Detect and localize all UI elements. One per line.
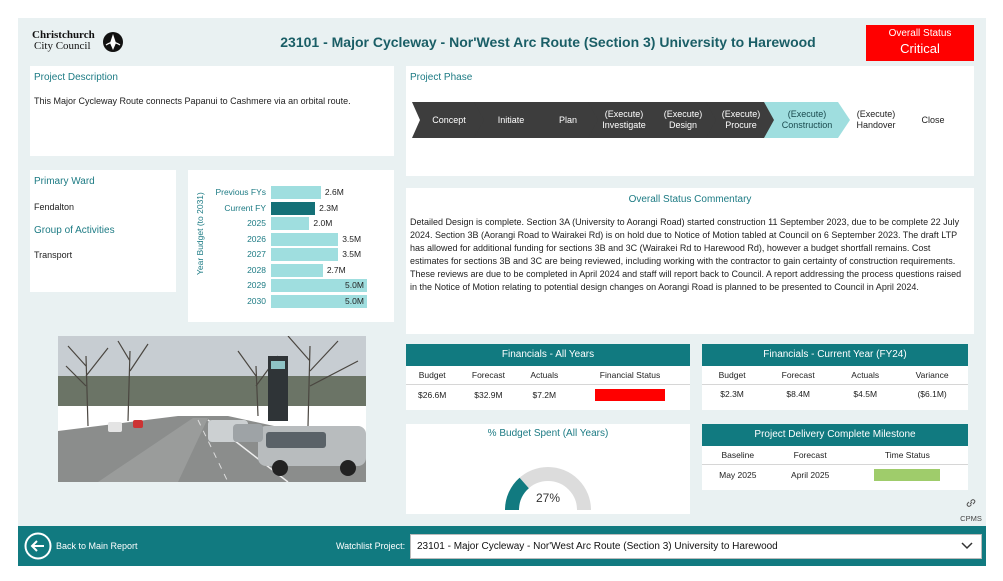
budget-bar (271, 202, 315, 215)
project-photo (58, 336, 366, 482)
milestone-card (702, 424, 968, 490)
group-value: Transport (34, 250, 73, 260)
budget-bar-row (192, 264, 368, 277)
budget-category-label: 2026 (247, 233, 266, 244)
financials-all-title: Financials - All Years (406, 344, 690, 366)
fin-cur-header: Budget (718, 370, 746, 380)
budget-bar-value: 2.6M (324, 187, 344, 197)
budget-category-label: 2028 (247, 264, 266, 275)
fin-cur-budget: $2.3M (702, 385, 762, 404)
budget-spent-card (406, 424, 690, 514)
footer-bar (18, 526, 986, 566)
budget-bar-row (192, 217, 368, 230)
budget-bar-value: 3.5M (342, 233, 362, 244)
budget-bar-value: 2.3M (319, 202, 339, 213)
status-label: Overall Status (888, 28, 952, 39)
budget-category-label: Current FY (224, 202, 266, 213)
milestone-status-cell (847, 465, 968, 486)
budget-category-label: 2027 (247, 249, 266, 259)
budget-spent-title: % Budget Spent (All Years) (487, 428, 609, 439)
overall-status-badge (866, 25, 974, 61)
fin-all-forecast: $32.9M (458, 385, 518, 406)
budget-bar-value: 5.0M (345, 280, 364, 290)
budget-bar (271, 248, 338, 261)
gauge-value: 27% (535, 491, 561, 505)
phase-label: Project Phase (410, 72, 473, 83)
financial-status-indicator (595, 389, 665, 401)
phase-step-construction-current (764, 102, 850, 138)
back-to-main-report-link[interactable]: Back to Main Report (56, 541, 138, 551)
financials-all-years-card (406, 344, 690, 410)
fin-cur-actuals: $4.5M (834, 385, 896, 404)
milestone-header: Forecast (793, 450, 827, 460)
budget-category-label: 2030 (247, 295, 266, 306)
fin-all-budget: $26.6M (406, 385, 458, 406)
logo-line1: Christchurch (32, 29, 95, 41)
ward-card (30, 170, 176, 292)
chevron-down-icon (961, 542, 973, 550)
fin-all-header: Budget (418, 370, 446, 380)
financials-current-table (702, 366, 968, 403)
ward-label: Primary Ward (34, 176, 95, 187)
phase-step-label: Plan (558, 114, 577, 125)
ward-value: Fendalton (34, 202, 75, 212)
budget-bar-row (192, 233, 368, 246)
phase-step-label: Initiate (497, 114, 525, 125)
cpms-link[interactable] (956, 496, 986, 523)
phase-step-close (906, 102, 960, 138)
phase-step-label: (Execute) Handover (856, 109, 896, 130)
budget-bar-row (192, 202, 368, 215)
link-icon (965, 497, 977, 509)
milestone-header: Time Status (884, 450, 930, 460)
gauge-fill (512, 483, 524, 510)
milestone-title: Project Delivery Complete Milestone (702, 424, 968, 446)
fin-all-header: Financial Status (599, 370, 661, 380)
financials-all-table (406, 366, 690, 405)
fin-cur-header: Actuals (851, 370, 880, 380)
street-photo-image (58, 336, 366, 482)
budget-bar-value: 3.5M (342, 249, 362, 259)
milestone-table (702, 446, 968, 485)
phase-step-label: (Execute) Procure (721, 109, 761, 130)
budget-axis-label: Year Budget (to 2031) (195, 192, 205, 275)
project-description-card (30, 66, 394, 156)
phase-step-label: (Execute) Investigate (602, 109, 646, 130)
milestone-forecast: April 2025 (774, 465, 847, 486)
phase-chevrons (412, 102, 962, 138)
phase-step-label: Concept (432, 114, 466, 125)
time-status-indicator (874, 469, 940, 481)
fin-all-actuals: $7.2M (518, 385, 570, 406)
watchlist-selected-value: 23101 - Major Cycleway - Nor'West Arc Route (Section 3) University to Harewood (417, 541, 778, 552)
budget-bar-row (192, 248, 368, 261)
commentary-title: Overall Status Commentary (628, 194, 752, 205)
financials-current-title: Financials - Current Year (FY24) (702, 344, 968, 366)
fin-all-header: Forecast (471, 370, 505, 380)
fin-cur-header: Forecast (781, 370, 815, 380)
milestone-baseline: May 2025 (702, 465, 774, 486)
commentary-card (406, 188, 974, 334)
budget-bar-row (192, 186, 368, 199)
phase-step-label: (Execute) Construction (781, 109, 833, 130)
budget-bar (271, 233, 338, 246)
council-logo (32, 30, 128, 56)
financials-current-year-card (702, 344, 968, 410)
watchlist-project-select[interactable] (410, 534, 982, 559)
budget-bar-value: 2.0M (313, 218, 333, 228)
back-arrow-icon[interactable] (24, 532, 52, 560)
logo-line2: City Council (34, 40, 91, 52)
budget-chart-card (188, 170, 394, 322)
phase-step-label: Close (921, 114, 945, 125)
cathedral-icon (102, 31, 124, 53)
fin-cur-forecast: $8.4M (762, 385, 834, 404)
group-label: Group of Activities (34, 225, 115, 236)
budget-category-label: Previous FYs (215, 187, 266, 197)
description-label: Project Description (34, 72, 118, 83)
project-phase-card (406, 66, 974, 176)
page-title: 23101 - Major Cycleway - Nor'West Arc Route (Section 3) University to Harewood (280, 34, 816, 50)
budget-bar-value: 5.0M (345, 295, 364, 306)
cpms-label: CPMS (960, 514, 982, 523)
fin-all-header: Actuals (530, 370, 559, 380)
phase-step-label: (Execute) Design (663, 109, 703, 130)
budget-bar-value: 2.7M (326, 264, 346, 275)
budget-category-label: 2025 (247, 218, 266, 228)
phase-step-handover (844, 102, 908, 138)
budget-bar-row (192, 279, 368, 292)
budget-bars (192, 186, 388, 316)
status-value: Critical (900, 41, 940, 56)
budget-bar (271, 186, 321, 199)
watchlist-label: Watchlist Project: (336, 541, 406, 551)
description-text: This Major Cycleway Route connects Papanui to Cashmere via an orbital route. (34, 96, 351, 106)
budget-category-label: 2029 (247, 280, 266, 290)
budget-spent-gauge (406, 442, 690, 512)
fin-cur-header: Variance (915, 370, 949, 380)
fin-cur-variance: ($6.1M) (896, 385, 968, 404)
budget-bar-row (192, 295, 368, 308)
budget-bar (271, 217, 309, 230)
commentary-text: Detailed Design is complete. Section 3A (University to Aorangi Road) started construction 11 September 2023, due to be complete 22 July 2024. Section 3B (Aorangi Road to Wairakei Rd) is on hold due to Notice of Motion tabled at Council on 6 September 2023. The draft LTP has allowed for additional funding for sections 3B and 3C (Wairakei Rd to Harewood Rd), however a budget shortfall remains. Cost estimates for sections 3B and 3C are being reviewed, including working with the contractor to gain certainty of construction requirements. These reviews are due to be completed in April 2024 and staff will report back to Council. A report addressing the process questions raised in the Notice of Motion relating to potential design changes on Aorangi Road is planned to be presented to Council in April 2024. (410, 217, 962, 292)
fin-all-status-cell (570, 385, 690, 406)
budget-bar (271, 264, 323, 277)
milestone-header: Baseline (721, 450, 755, 460)
report-canvas (18, 18, 986, 552)
